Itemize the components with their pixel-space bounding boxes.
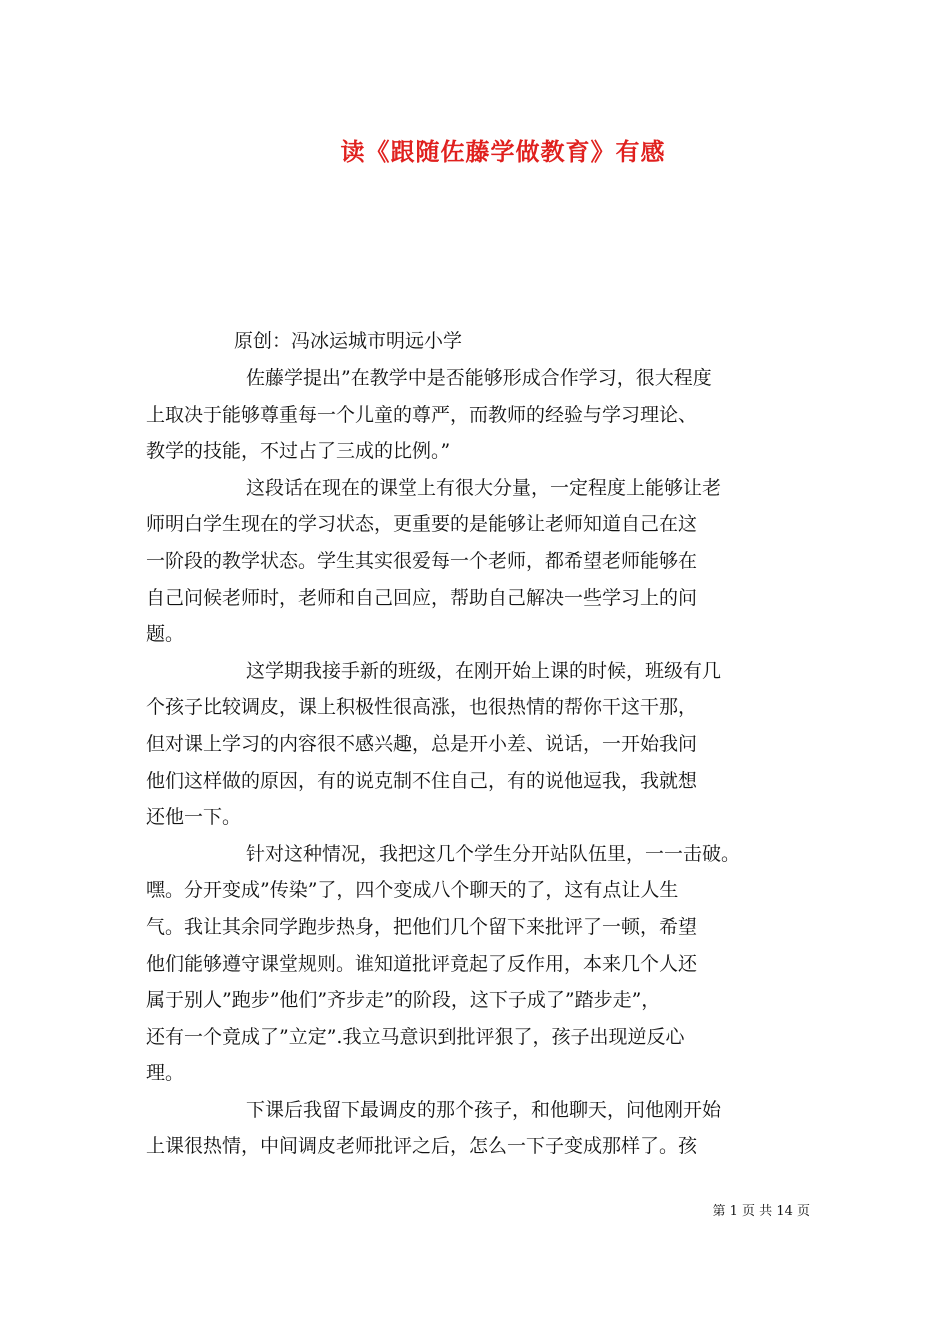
paragraph [146,360,810,470]
text-line: 属于别人”跑步”他们”齐步走”的阶段，这下子成了”踏步走”， [146,989,661,1012]
text-line: 教学的技能，不过占了三成的比例。” [146,440,451,463]
text-line: 还他一下。 [146,806,242,829]
text-line: 这段话在现在的课堂上有很大分量，一定程度上能够让老 [246,476,722,499]
text-line: 个孩子比较调皮，课上积极性很高涨，也很热情的帮你干这干那， [146,696,698,719]
text-line: 嘿。分开变成”传染”了，四个变成八个聊天的了，这有点让人生 [146,879,679,902]
paragraph [146,470,810,653]
text-line: 自己问候老师时，老师和自己回应，帮助自己解决一些学习上的问 [146,586,698,609]
text-line: 上取决于能够尊重每一个儿童的尊严，而教师的经验与学习理论、 [146,403,698,426]
text-line: 他们这样做的原因，有的说克制不住自己，有的说他逗我，我就想 [146,769,698,792]
page-number-footer: 第 1 页 共 14 页 [712,1204,810,1219]
text-line: 佐藤学提出”在教学中是否能够形成合作学习，很大程度 [246,367,712,389]
text-line: 上课很热情，中间调皮老师批评之后，怎么一下子变成那样了。孩 [146,1135,698,1158]
text-line: 但对课上学习的内容很不感兴趣，总是开小差、说话，一开始我问 [146,732,698,755]
text-line: 下课后我留下最调皮的那个孩子，和他聊天，问他刚开始 [246,1098,722,1121]
text-line: 针对这种情况，我把这几个学生分开站队伍里，一一击破。 [246,842,741,865]
text-line: 一阶段的教学状态。学生其实很爱每一个老师，都希望老师能够在 [146,549,698,572]
text-line: 理。 [146,1062,185,1085]
text-line: 这学期我接手新的班级，在刚开始上课的时候，班级有几 [246,659,722,682]
document-body [146,360,810,1165]
author-line: 原创：冯冰运城市明远小学 [234,330,463,352]
text-line: 气。我让其余同学跑步热身，把他们几个留下来批评了一顿，希望 [146,915,698,938]
paragraph [146,836,810,1092]
text-line: 师明白学生现在的学习状态，更重要的是能够让老师知道自己在这 [146,513,698,536]
paragraph [146,1092,810,1165]
text-line: 还有一个竟成了”立定”.我立马意识到批评狠了，孩子出现逆反心 [146,1025,685,1048]
document-title: 读《跟随佐藤学做教育》有感 [340,137,666,166]
text-line: 他们能够遵守课堂规则。谁知道批评竟起了反作用，本来几个人还 [146,952,698,975]
text-line: 题。 [146,623,185,646]
paragraph [146,653,810,836]
